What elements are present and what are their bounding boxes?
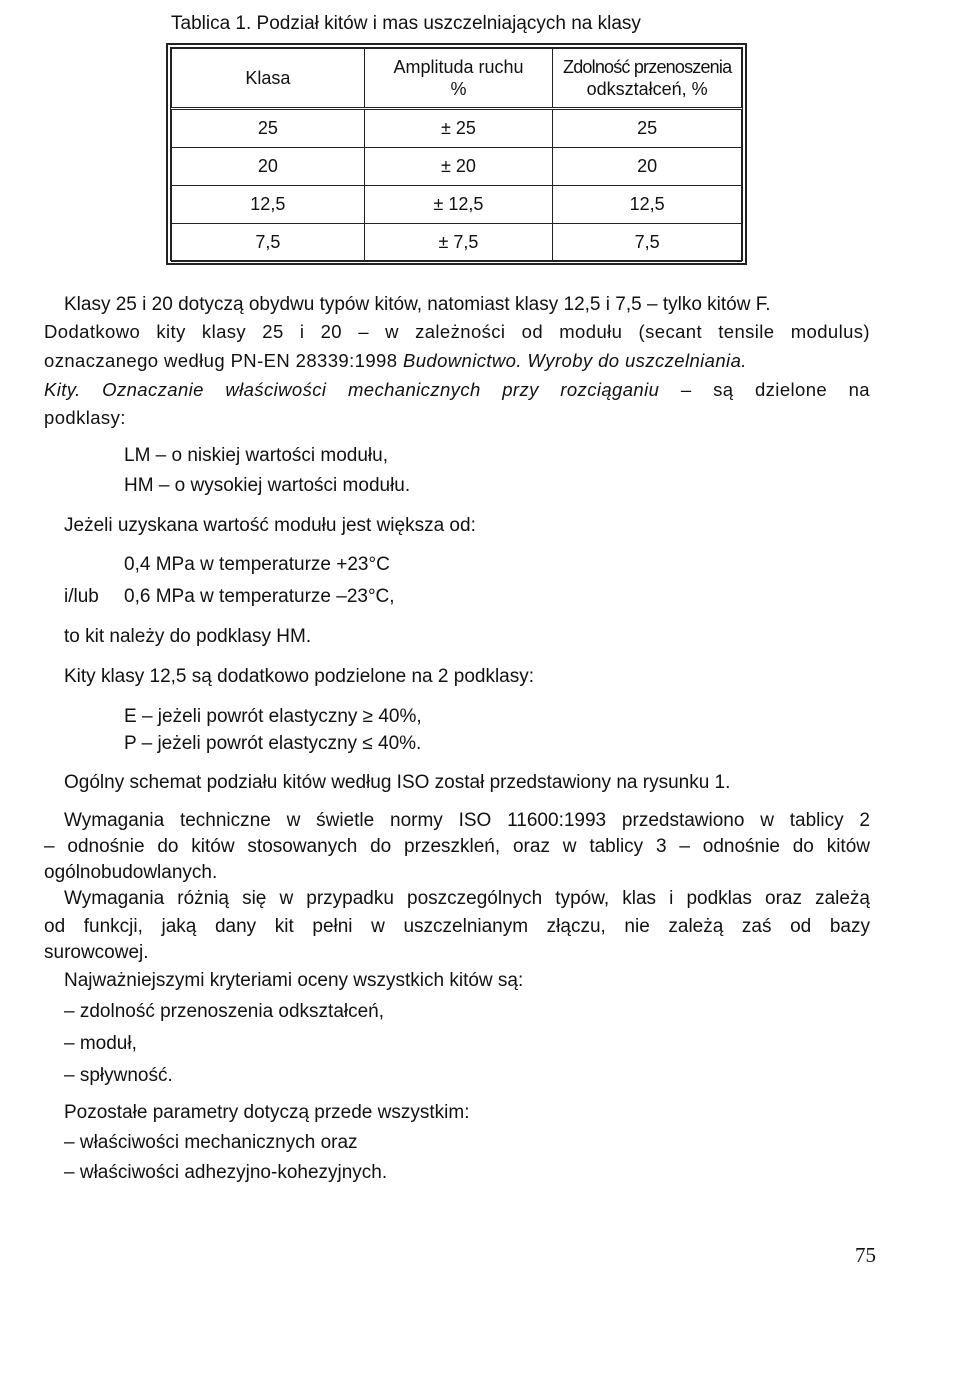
- table-caption: Tablica 1. Podział kitów i mas uszczelniających na klasy: [171, 13, 641, 34]
- list-item: – zdolność przenoszenia odkształceń,: [64, 1001, 385, 1022]
- page-number: 75: [855, 1243, 876, 1267]
- header-klasa: Klasa: [172, 49, 365, 109]
- req2-line1: Wymagania różnią się w przypadku poszczególnych typów, klas i podklas oraz zależą: [64, 888, 870, 909]
- para1-line4: Kity. Oznaczanie właściwości mechanicznych przy rozciąganiu – są dzielone na: [44, 379, 870, 400]
- list-item: – spływność.: [64, 1065, 173, 1086]
- req1-line2: – odnośnie do kitów stosowanych do przeszkleń, oraz w tablicy 3 – odnośnie do kitów: [44, 836, 870, 857]
- para1-line5: podklasy:: [44, 407, 126, 428]
- classification-table: [166, 43, 747, 265]
- para1-line1: Klasy 25 i 20 dotyczą obydwu typów kitów, natomiast klasy 12,5 i 7,5 – tylko kitów F.: [64, 294, 771, 315]
- if-line: Jeżeli uzyskana wartość modułu jest większa od:: [64, 515, 476, 536]
- req2-line3: surowcowej.: [44, 942, 149, 963]
- condition-2: 0,6 MPa w temperaturze –23°C,: [124, 586, 395, 607]
- list-item: – właściwości mechanicznych oraz: [64, 1132, 358, 1153]
- header-amplituda: Amplituda ruchu %: [364, 49, 553, 109]
- para1-line3: oznaczanego według PN-EN 28339:1998 Budownictwo. Wyroby do uszczelniania.: [44, 350, 747, 371]
- list-item: – moduł,: [64, 1033, 137, 1054]
- criteria-title: Najważniejszymi kryteriami oceny wszystkich kitów są:: [64, 970, 524, 991]
- req1-line3: ogólnobudowlanych.: [44, 862, 218, 883]
- p-subclass: P – jeżeli powrót elastyczny ≤ 40%.: [124, 733, 422, 754]
- other-title: Pozostałe parametry dotyczą przede wszystkim:: [64, 1102, 470, 1123]
- then-line: to kit należy do podklasy HM.: [64, 626, 312, 647]
- table-row: 20 ± 20 20: [172, 148, 742, 186]
- e-subclass: E – jeżeli powrót elastyczny ≥ 40%,: [124, 706, 422, 727]
- para1-line2: Dodatkowo kity klasy 25 i 20 – w zależności od modułu (secant tensile modulus): [44, 321, 870, 342]
- table-row: 25 ± 25 25: [172, 109, 742, 148]
- list-item: – właściwości adhezyjno-kohezyjnych.: [64, 1162, 388, 1183]
- header-zdolnosc: Zdolność przenoszenia odkształceń, %: [553, 49, 742, 109]
- table-row: 7,5 ± 7,5 7,5: [172, 224, 742, 262]
- req2-line2: od funkcji, jaką dany kit pełni w uszczelnianym złączu, nie zależą zaś od bazy: [44, 916, 870, 937]
- subclass-lm: LM – o niskiej wartości modułu,: [124, 445, 388, 466]
- table-row: 12,5 ± 12,5 12,5: [172, 186, 742, 224]
- scheme-line: Ogólny schemat podziału kitów według ISO został przedstawiony na rysunku 1.: [64, 772, 731, 793]
- subclass-hm: HM – o wysokiej wartości modułu.: [124, 475, 411, 496]
- req1-line1: Wymagania techniczne w świetle normy ISO 11600:1993 przedstawiono w tablicy 2: [64, 810, 870, 831]
- condition-1: 0,4 MPa w temperaturze +23°C: [124, 554, 390, 575]
- kity-line: Kity klasy 12,5 są dodatkowo podzielone na 2 podklasy:: [64, 666, 535, 687]
- and-or-label: i/lub: [64, 586, 99, 607]
